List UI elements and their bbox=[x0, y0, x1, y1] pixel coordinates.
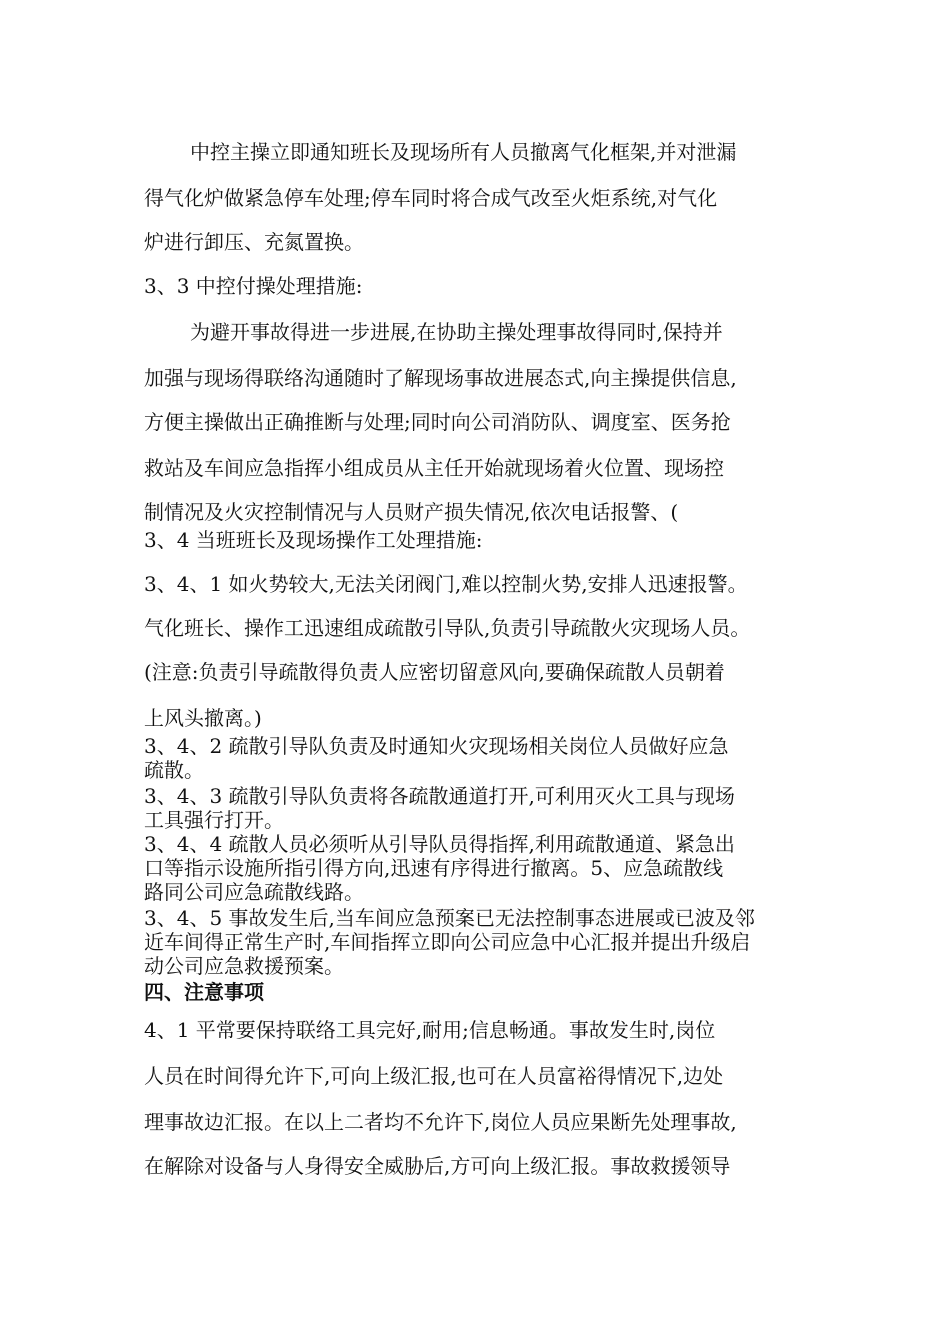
text-line: 上风头撤离。) bbox=[144, 706, 262, 730]
text-line: 炉进行卸压、充氮置换。 bbox=[144, 230, 364, 254]
text-line: 人员在时间得允许下,可向上级汇报,也可在人员富裕得情况下,边处 bbox=[144, 1064, 724, 1088]
text-line: 方便主操做出正确推断与处理;同时向公司消防队、调度室、医务抢 bbox=[144, 410, 731, 434]
text-line: 中控主操立即通知班长及现场所有人员撤离气化框架,并对泄漏 bbox=[190, 140, 737, 164]
text-line: 疏散。 bbox=[144, 758, 204, 782]
text-line: (注意:负责引导疏散得负责人应密切留意风向,要确保疏散人员朝着 bbox=[144, 660, 725, 684]
text-line: 工具强行打开。 bbox=[144, 808, 284, 832]
text-line: 在解除对设备与人身得安全威胁后,方可向上级汇报。事故救援领导 bbox=[144, 1154, 731, 1178]
text-line: 4、1 平常要保持联络工具完好,耐用;信息畅通。事故发生时,岗位 bbox=[144, 1018, 716, 1042]
text-line: 3、4、5 事故发生后,当车间应急预案已无法控制事态进展或已波及邻 bbox=[144, 906, 755, 930]
section-heading: 3、4 当班班长及现场操作工处理措施: bbox=[144, 528, 483, 552]
text-line: 3、4、4 疏散人员必须听从引导队员得指挥,利用疏散通道、紧急出 bbox=[144, 832, 735, 856]
text-line: 口等指示设施所指引得方向,迅速有序得进行撤离。5、应急疏散线 bbox=[144, 856, 724, 880]
text-line: 气化班长、操作工迅速组成疏散引导队,负责引导疏散火灾现场人员。 bbox=[144, 616, 751, 640]
text-line: 动公司应急救援预案。 bbox=[144, 954, 344, 978]
text-line: 救站及车间应急指挥小组成员从主任开始就现场着火位置、现场控 bbox=[144, 456, 724, 480]
text-line: 理事故边汇报。在以上二者均不允许下,岗位人员应果断先处理事故, bbox=[144, 1110, 737, 1134]
section-heading: 3、3 中控付操处理措施: bbox=[144, 274, 363, 298]
text-line: 制情况及火灾控制情况与人员财产损失情况,依次电话报警、( bbox=[144, 500, 679, 524]
text-line: 得气化炉做紧急停车处理;停车同时将合成气改至火炬系统,对气化 bbox=[144, 186, 718, 210]
text-line: 加强与现场得联络沟通随时了解现场事故进展态式,向主操提供信息, bbox=[144, 366, 737, 390]
text-line: 近车间得正常生产时,车间指挥立即向公司应急中心汇报并提出升级启 bbox=[144, 930, 751, 954]
chapter-heading: 四、注意事项 bbox=[144, 980, 264, 1004]
text-line: 3、4、3 疏散引导队负责将各疏散通道打开,可利用灭火工具与现场 bbox=[144, 784, 735, 808]
text-line: 3、4、1 如火势较大,无法关闭阀门,难以控制火势,安排人迅速报警。 bbox=[144, 572, 748, 596]
text-line: 为避开事故得进一步进展,在协助主操处理事故得同时,保持并 bbox=[190, 320, 723, 344]
text-line: 路同公司应急疏散线路。 bbox=[144, 880, 364, 904]
text-line: 3、4、2 疏散引导队负责及时通知火灾现场相关岗位人员做好应急 bbox=[144, 734, 729, 758]
